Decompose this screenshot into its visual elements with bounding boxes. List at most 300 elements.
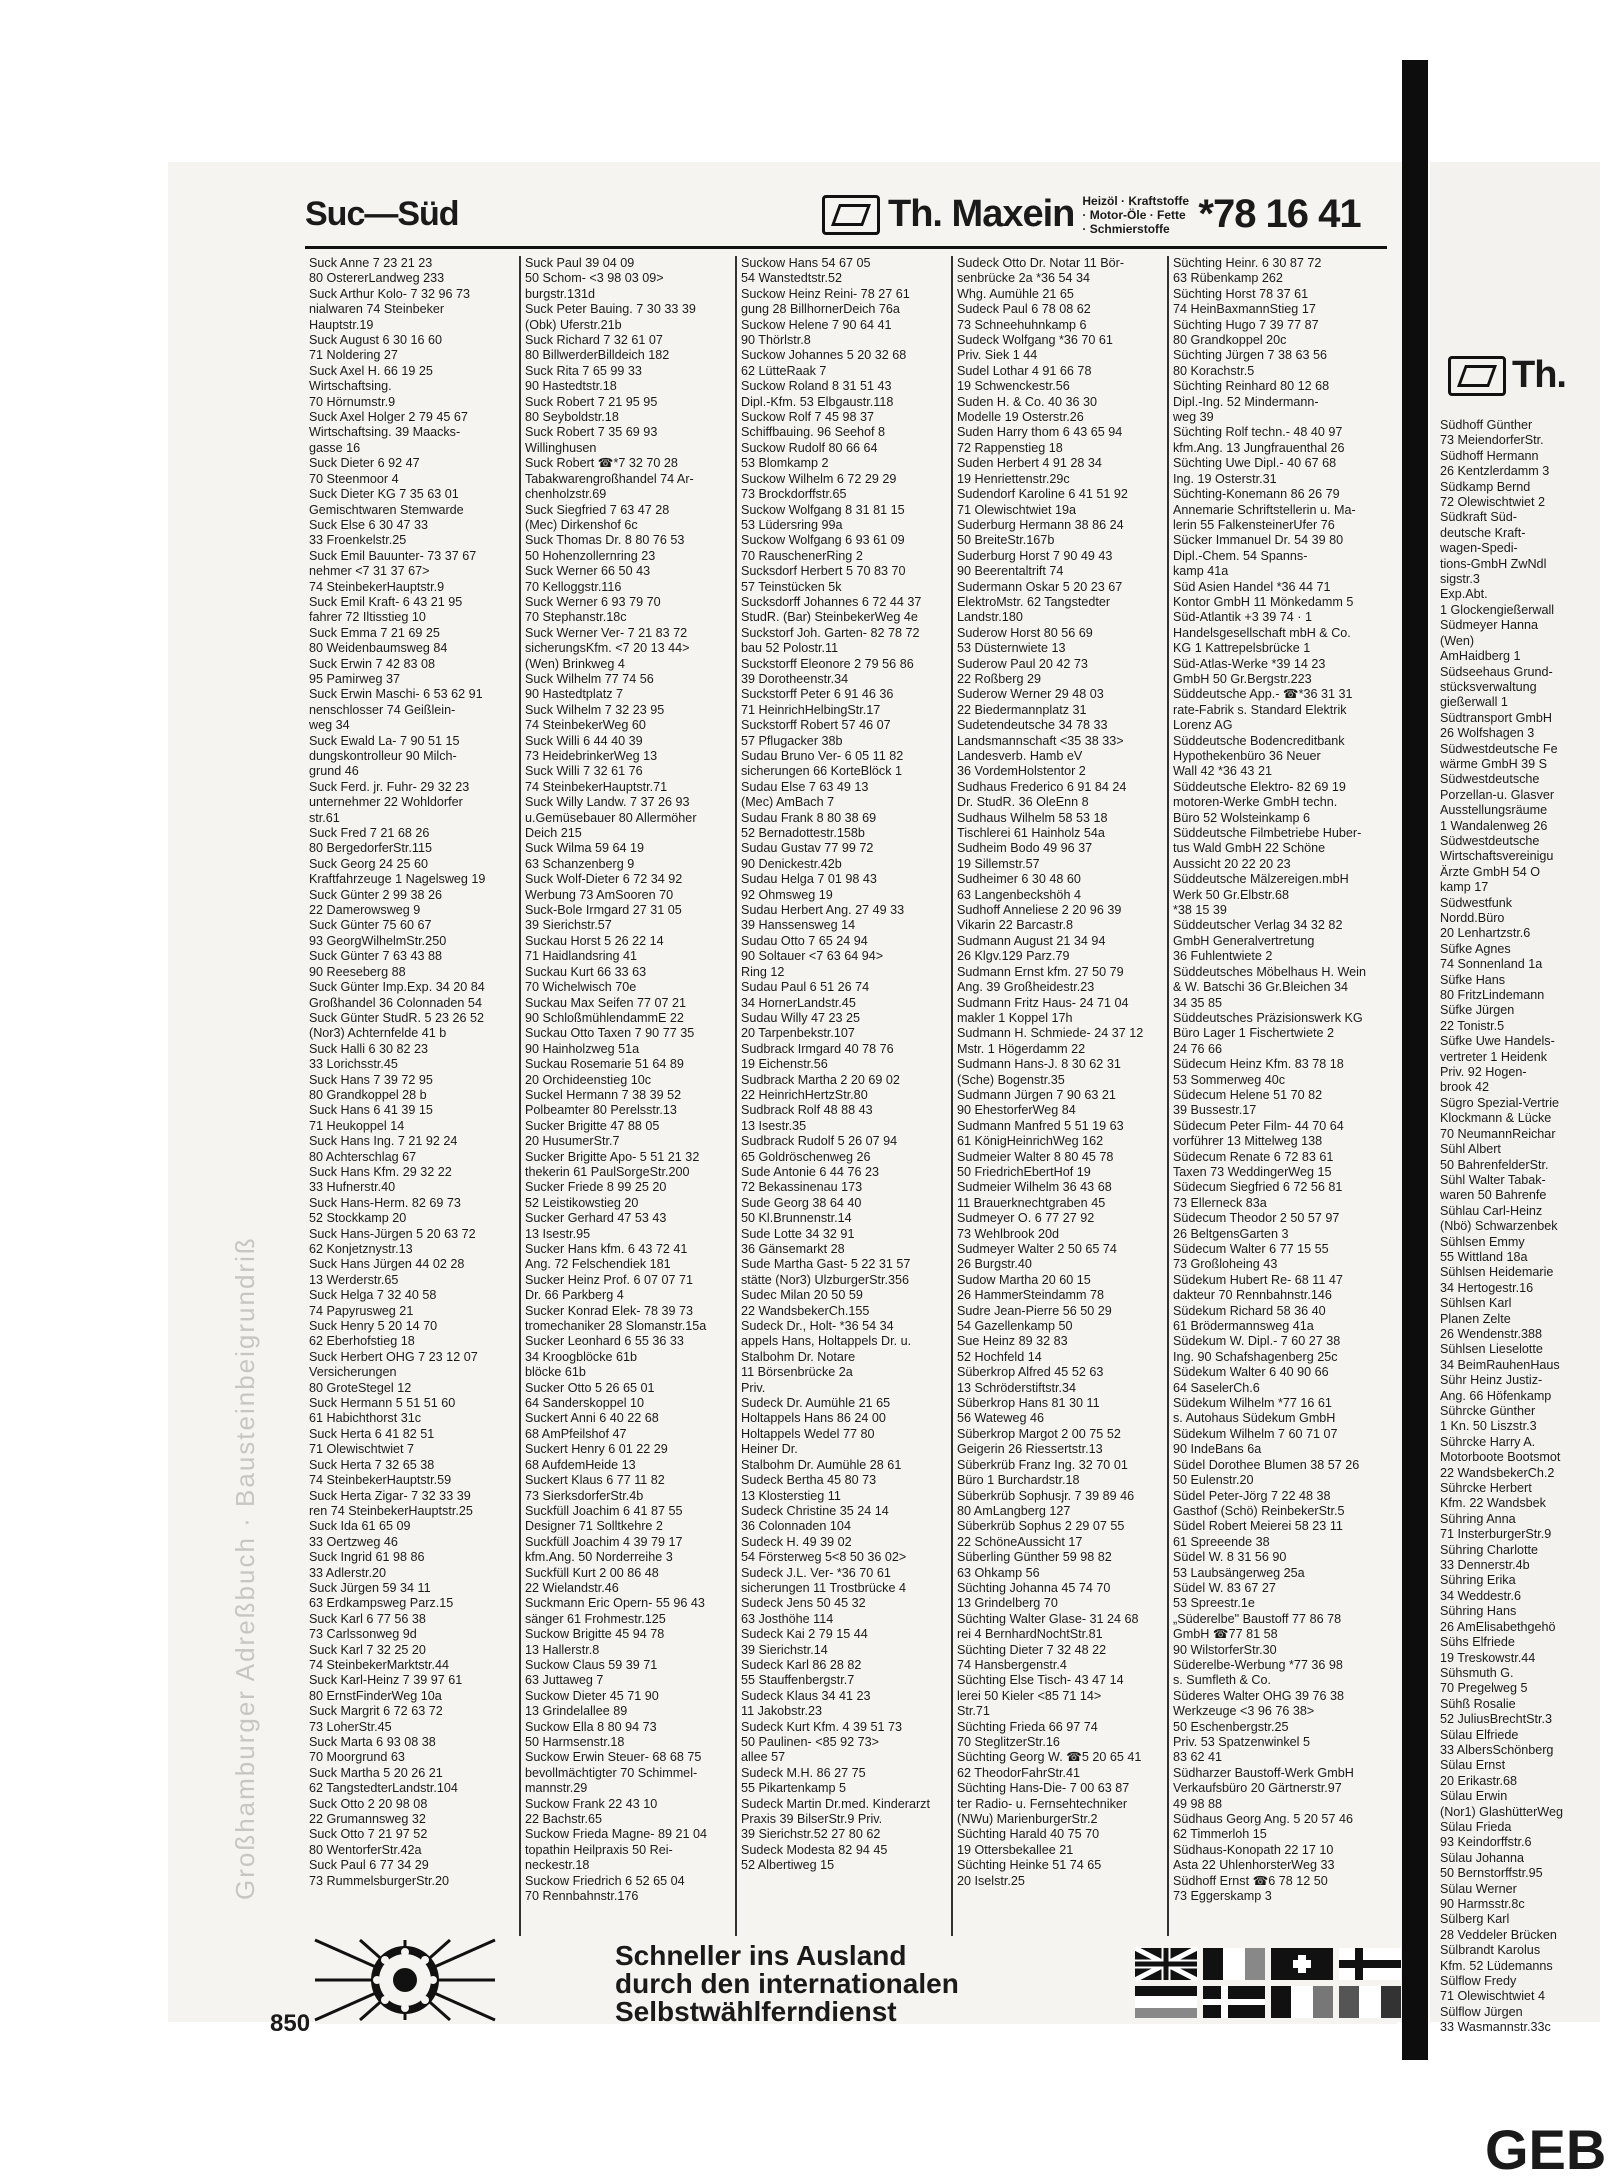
directory-entry: Südekum Walter 6 40 90 66 bbox=[1173, 1365, 1329, 1380]
directory-entry: Suck Axel H. 66 19 25 bbox=[309, 363, 433, 378]
directory-entry: Sühsmuth G. bbox=[1440, 1665, 1514, 1680]
column-5 bbox=[1169, 256, 1385, 1936]
directory-entry: Suck Werner 66 50 43 bbox=[525, 564, 651, 579]
directory-entry: 1 Wandalenweg 26 bbox=[1440, 818, 1548, 833]
directory-entry: Süchting Heinke 51 74 65 bbox=[957, 1858, 1102, 1873]
directory-entry: 61 KönigHeinrichWeg 162 bbox=[957, 1134, 1104, 1149]
directory-entry: kfm.Ang. 13 Jungfrauenthal 26 bbox=[1173, 440, 1345, 455]
directory-entry: 62 TheodorFahrStr.41 bbox=[957, 1765, 1080, 1780]
directory-entry: Süd-Atlas-Werke *39 14 23 bbox=[1173, 656, 1326, 671]
directory-entry: Stalbohm Dr. Aumühle 28 61 bbox=[741, 1457, 902, 1472]
directory-entry: Suden Harry thom 6 43 65 94 bbox=[957, 425, 1123, 440]
directory-entry: Sudhaus Frederico 6 91 84 24 bbox=[957, 779, 1127, 794]
directory-entry: Südmeyer Hanna bbox=[1440, 618, 1539, 633]
directory-entry: Süddeutsches Präzisionswerk KG bbox=[1173, 1010, 1363, 1025]
directory-entry: 22 Wielandstr.46 bbox=[525, 1580, 619, 1595]
directory-entry: 95 Pamirweg 37 bbox=[309, 671, 401, 686]
directory-entry: Suck Herbert OHG 7 23 12 07 bbox=[309, 1349, 478, 1364]
directory-entry: 90 Hainholzweg 51a bbox=[525, 1041, 640, 1056]
directory-entry: gung 28 BillhornerDeich 76a bbox=[741, 302, 900, 317]
directory-entry: Suckow Claus 59 39 71 bbox=[525, 1657, 658, 1672]
directory-entry: thekerin 61 PaulSorgeStr.200 bbox=[525, 1164, 690, 1179]
directory-entry: 63 Schanzenberg 9 bbox=[525, 856, 635, 871]
column-1 bbox=[305, 256, 521, 1936]
directory-entry: 73 HeidebrinkerWeg 13 bbox=[525, 749, 658, 763]
directory-entry: 65 Goldröschenweg 26 bbox=[741, 1149, 871, 1164]
directory-entry: 26 HammerSteindamm 78 bbox=[957, 1288, 1104, 1303]
directory-entry: 50 FriedrichEbertHof 19 bbox=[957, 1164, 1091, 1179]
directory-entry: 74 SteinbekerHauptstr.71 bbox=[525, 779, 668, 794]
directory-entry: Südel W. 83 67 27 bbox=[1173, 1580, 1276, 1595]
directory-entry: 74 Hansbergenstr.4 bbox=[957, 1657, 1067, 1672]
directory-entry: Sudau Gustav 77 99 72 bbox=[741, 841, 874, 856]
directory-entry: Sührcke Herbert bbox=[1440, 1481, 1532, 1496]
directory-entry: dakteur 70 Rennbahnstr.146 bbox=[1173, 1288, 1332, 1303]
directory-entry: 53 Lüdersring 99a bbox=[741, 517, 843, 532]
directory-entry: 80 WentorferStr.42a bbox=[309, 1842, 422, 1857]
directory-entry: Südekum Wilhelm *77 16 61 bbox=[1173, 1396, 1332, 1411]
directory-entry: Sucker Friede 8 99 25 20 bbox=[525, 1180, 667, 1195]
directory-entry: kamp 17 bbox=[1440, 880, 1489, 895]
directory-entry: Hauptstr.19 bbox=[309, 317, 374, 332]
directory-entry: Suck Karl 6 77 56 38 bbox=[309, 1611, 426, 1626]
directory-entry: 62 TangstedterLandstr.104 bbox=[309, 1781, 458, 1796]
directory-entry: 26 Klgv.129 Parz.79 bbox=[957, 949, 1070, 964]
directory-entry: Verkaufsbüro 20 Gärtnerstr.97 bbox=[1173, 1781, 1342, 1796]
flag-netherlands-icon bbox=[1135, 1986, 1197, 2018]
directory-entry: 19 Sillemstr.57 bbox=[957, 856, 1040, 871]
directory-entry: Sudmeier Walter 8 80 45 78 bbox=[957, 1149, 1114, 1164]
directory-entry: Sucker Gerhard 47 53 43 bbox=[525, 1211, 667, 1226]
directory-entry: tions-GmbH ZwNdl bbox=[1440, 556, 1547, 571]
directory-entry: Sühring Erika bbox=[1440, 1573, 1516, 1588]
directory-entry: 13 Grindelallee 89 bbox=[525, 1704, 628, 1719]
directory-entry: Taxen 73 WeddingerWeg 15 bbox=[1173, 1164, 1332, 1179]
directory-entry: 52 Bernadottestr.158b bbox=[741, 826, 865, 841]
directory-entry: 61 Habichthorst 31c bbox=[309, 1411, 422, 1426]
directory-entry: 68 AmPfeilshof 47 bbox=[525, 1426, 627, 1441]
directory-entry: Büro 1 Burchardstr.18 bbox=[957, 1473, 1080, 1488]
directory-entry: 22 Roßberg 29 bbox=[957, 671, 1042, 686]
directory-entry: 74 HeinBaxmannStieg 17 bbox=[1173, 302, 1316, 317]
directory-entry: Suckow Frank 22 43 10 bbox=[525, 1796, 658, 1811]
directory-entry: Suck Ida 61 65 09 bbox=[309, 1519, 411, 1534]
directory-entry: Ausstellungsräume bbox=[1440, 803, 1548, 818]
directory-entry: Suck Hans Ing. 7 21 92 24 bbox=[309, 1134, 458, 1149]
directory-entry: Suck Else 6 30 47 33 bbox=[309, 517, 429, 532]
directory-entry: kamp 41a bbox=[1173, 564, 1229, 579]
directory-entry: Sucker Leonhard 6 55 36 33 bbox=[525, 1334, 684, 1349]
directory-entry: Suck August 6 30 16 60 bbox=[309, 333, 443, 348]
watermark: Großhamburger Adreßbuch · Bausteinbeigrundriß bbox=[230, 1236, 260, 1900]
directory-entry: 68 AufdemHeide 13 bbox=[525, 1457, 636, 1472]
directory-entry: Suck Erwin 7 42 83 08 bbox=[309, 656, 436, 671]
directory-entry: 80 BillwerderBilldeich 182 bbox=[525, 348, 670, 363]
directory-entry: nehmer <7 31 37 67> bbox=[309, 564, 430, 579]
directory-entry: Dr. StudR. 36 OleEnn 8 bbox=[957, 795, 1089, 810]
directory-entry: Büro Lager 1 Fischertwiete 2 bbox=[1173, 1026, 1335, 1041]
directory-entry: Sudheimer 6 30 48 60 bbox=[957, 872, 1081, 887]
directory-entry: 33 Hufnerstr.40 bbox=[309, 1180, 396, 1195]
header-rule bbox=[305, 246, 1387, 249]
directory-entry: Wirtschaftsing. bbox=[309, 379, 392, 394]
directory-entry: neckestr.18 bbox=[525, 1858, 590, 1873]
directory-entry: Suckow Johannes 5 20 32 68 bbox=[741, 348, 907, 363]
directory-entry: makler 1 Koppel 17h bbox=[957, 1010, 1073, 1025]
directory-entry: Sudeck Christine 35 24 14 bbox=[741, 1503, 889, 1518]
directory-entry: 63 Juttaweg 7 bbox=[525, 1673, 604, 1688]
directory-entry: Sudmann August 21 34 94 bbox=[957, 933, 1106, 948]
directory-entry: Suck Ferd. jr. Fuhr- 29 32 23 bbox=[309, 779, 470, 794]
directory-entry: Dr. 66 Parkberg 4 bbox=[525, 1288, 624, 1303]
directory-entry: 52 Albertiweg 15 bbox=[741, 1858, 835, 1873]
directory-entry: Sülflow Jürgen bbox=[1440, 2004, 1523, 2019]
directory-entry: Sühlsen Karl bbox=[1440, 1296, 1512, 1311]
directory-entry: 74 SteinbekerMarktstr.44 bbox=[309, 1657, 450, 1672]
directory-entry: 50 Kl.Brunnenstr.14 bbox=[741, 1211, 852, 1226]
directory-entry: 70 Wichelwisch 70e bbox=[525, 980, 637, 995]
directory-entry: Süchting Reinhard 80 12 68 bbox=[1173, 379, 1330, 394]
directory-entry: Sühring Charlotte bbox=[1440, 1542, 1539, 1557]
directory-entry: Südecum Theodor 2 50 57 97 bbox=[1173, 1211, 1340, 1226]
directory-entry: 70 SteglitzerStr.16 bbox=[957, 1735, 1060, 1749]
directory-entry: Sühl Walter Tabak- bbox=[1440, 1172, 1546, 1187]
directory-entry: Suck Emma 7 21 69 25 bbox=[309, 625, 440, 640]
directory-entry: Motorboote Bootsmot bbox=[1440, 1450, 1561, 1465]
directory-entry: Südharzer Baustoff-Werk GmbH bbox=[1173, 1765, 1354, 1780]
directory-entry: Willinghusen bbox=[525, 440, 597, 455]
directory-entry: Sücker Immanuel Dr. 54 39 80 bbox=[1173, 533, 1344, 548]
directory-entry: topathin Heilpraxis 50 Rei- bbox=[525, 1842, 673, 1857]
directory-entry: 50 Schom- <3 98 03 09> bbox=[525, 271, 664, 286]
directory-entry: Sudec Milan 20 50 59 bbox=[741, 1288, 863, 1303]
directory-entry: 80 OstererLandweg 233 bbox=[309, 271, 445, 286]
directory-entry: Sudmeyer O. 6 77 27 92 bbox=[957, 1211, 1095, 1226]
directory-entry: 36 VordemHolstentor 2 bbox=[957, 764, 1086, 779]
directory-entry: Süchting Georg W. ☎5 20 65 41 bbox=[957, 1750, 1142, 1765]
directory-entry: u.Gemüsebauer 80 Allermöher bbox=[525, 810, 697, 825]
directory-entry: Sühlsen Heidemarie bbox=[1440, 1265, 1554, 1280]
directory-entry: Sucker Hans kfm. 6 43 72 41 bbox=[525, 1242, 688, 1256]
directory-entry: Südecum Helene 51 70 82 bbox=[1173, 1087, 1323, 1102]
directory-entry: Suck Günter 7 63 43 88 bbox=[309, 949, 443, 964]
directory-entry: Wirtschaftsvereinigu bbox=[1440, 849, 1554, 864]
directory-entry: Sülberg Karl bbox=[1440, 1912, 1510, 1927]
directory-entry: Dipl.-Kfm. 53 Elbgaustr.118 bbox=[741, 394, 894, 409]
directory-entry: 55 Pikartenkamp 5 bbox=[741, 1781, 847, 1796]
directory-entry: 70 Rennbahnstr.176 bbox=[525, 1889, 639, 1904]
directory-entry: 73 Schneehuhnkamp 6 bbox=[957, 317, 1087, 332]
directory-entry: Sudeck Bertha 45 80 73 bbox=[741, 1473, 877, 1488]
directory-entry: Suck Martha 5 20 26 21 bbox=[309, 1765, 443, 1780]
directory-entry: Sude Georg 38 64 40 bbox=[741, 1195, 862, 1210]
directory-entry: Suck Margrit 6 72 63 72 bbox=[309, 1704, 443, 1719]
directory-entry: (Mec) AmBach 7 bbox=[741, 795, 835, 810]
directory-entry: Dipl.-Chem. 54 Spanns- bbox=[1173, 548, 1308, 563]
directory-entry: 11 Brauerknechtgraben 45 bbox=[957, 1195, 1106, 1210]
directory-entry: Suck Hans Jürgen 44 02 28 bbox=[309, 1257, 465, 1272]
directory-entry: Süchting Heinr. 6 30 87 72 bbox=[1173, 256, 1322, 270]
directory-entry: Sühr Heinz Justiz- bbox=[1440, 1373, 1543, 1388]
directory-entry: Suck Günter StudR. 5 23 26 52 bbox=[309, 1010, 485, 1025]
directory-entry: 57 Pflugacker 38b bbox=[741, 733, 843, 748]
directory-entry: 52 JuliusBrechtStr.3 bbox=[1440, 1712, 1553, 1727]
directory-entry: Südtransport GmbH bbox=[1440, 710, 1552, 725]
directory-entry: Süberkrop Alfred 45 52 63 bbox=[957, 1365, 1104, 1380]
directory-entry: 90 Hastedtplatz 7 bbox=[525, 687, 624, 702]
directory-entry: 34 Kroogblöcke 61b bbox=[525, 1349, 638, 1364]
directory-entry: 73 SierksdorferStr.4b bbox=[525, 1488, 644, 1503]
directory-entry: Suckfüll Joachim 6 41 87 55 bbox=[525, 1503, 683, 1518]
directory-entry: 1 Kn. 50 Liszstr.3 bbox=[1440, 1419, 1537, 1434]
directory-entry: ElektroMstr. 62 Tangstedter bbox=[957, 594, 1111, 609]
directory-entry: 26 Burgstr.40 bbox=[957, 1257, 1032, 1272]
directory-entry: Südekum Richard 58 36 40 bbox=[1173, 1303, 1326, 1318]
directory-entry: 39 Sierichstr.52 27 80 62 bbox=[741, 1827, 881, 1842]
directory-entry: Gemischtwaren Stemwarde bbox=[309, 502, 464, 517]
directory-entry: Ing. 90 Schafshagenberg 25c bbox=[1173, 1349, 1338, 1364]
directory-entry: Suckow Wolfgang 6 93 61 09 bbox=[741, 533, 905, 548]
directory-entry: Planen Zelte bbox=[1440, 1311, 1511, 1326]
directory-entry: Annemarie Schriftstellerin u. Ma- bbox=[1173, 502, 1356, 517]
directory-entry: 73 Ellerneck 83a bbox=[1173, 1195, 1267, 1210]
directory-entry: 71 Noldering 27 bbox=[309, 348, 398, 363]
directory-entry: Suck Herta 6 41 82 51 bbox=[309, 1426, 435, 1441]
directory-entry: Landesverb. Hamb eV bbox=[957, 749, 1083, 763]
directory-entry: Priv. 53 Spatzenwinkel 5 bbox=[1173, 1735, 1310, 1749]
directory-entry: 1 Glockengießerwall bbox=[1440, 602, 1555, 617]
next-page-header bbox=[1448, 354, 1566, 397]
directory-entry: 36 Gänsemarkt 28 bbox=[741, 1242, 845, 1256]
directory-entry: Kfm. 22 Wandsbek bbox=[1440, 1496, 1546, 1511]
directory-entry: Suck Otto 2 20 98 08 bbox=[309, 1796, 428, 1811]
directory-entry: Sühlsen Lieselotte bbox=[1440, 1342, 1543, 1357]
directory-entry: Suck Axel Holger 2 79 45 67 bbox=[309, 410, 468, 425]
directory-entry: Suck Werner 6 93 79 70 bbox=[525, 594, 661, 609]
directory-entry: Deich 215 bbox=[525, 826, 582, 841]
directory-entry: Sudeck Klaus 34 41 23 bbox=[741, 1688, 871, 1703]
directory-entry: Polbeamter 80 Perelsstr.13 bbox=[525, 1103, 677, 1118]
directory-entry: Mstr. 1 Högerdamm 22 bbox=[957, 1041, 1086, 1056]
directory-entry: Suckert Anni 6 40 22 68 bbox=[525, 1411, 659, 1426]
directory-entry: Modelle 19 Osterstr.26 bbox=[957, 410, 1084, 425]
directory-entry: 73 Eggerskamp 3 bbox=[1173, 1889, 1272, 1904]
directory-entry: Werk 50 Gr.Elbstr.68 bbox=[1173, 887, 1289, 902]
directory-entry: 53 Laubsängerweg 25a bbox=[1173, 1565, 1305, 1580]
directory-entry: Sühs Elfriede bbox=[1440, 1635, 1515, 1650]
directory-entry: *38 15 39 bbox=[1173, 903, 1227, 918]
directory-entry: chenholzstr.69 bbox=[525, 487, 607, 502]
directory-entry: Geigerin 26 Riessertstr.13 bbox=[957, 1442, 1103, 1457]
directory-entry: Suckau Kurt 66 33 63 bbox=[525, 964, 647, 979]
directory-entry: Landsmannschaft <35 38 33> bbox=[957, 733, 1124, 748]
directory-entry: Suckow Roland 8 31 51 43 bbox=[741, 379, 892, 394]
directory-entry: Süchting Dieter 7 32 48 22 bbox=[957, 1642, 1107, 1657]
directory-entry: burgstr.131d bbox=[525, 286, 596, 301]
directory-entry: Sudmann Fritz Haus- 24 71 04 bbox=[957, 995, 1129, 1010]
next-page-column bbox=[1440, 418, 1610, 2036]
directory-entry: Ring 12 bbox=[741, 964, 785, 979]
directory-entry: (Obk) Uferstr.21b bbox=[525, 317, 622, 332]
directory-entry: (Nor3) Achternfelde 41 b bbox=[309, 1026, 447, 1041]
directory-entry: 71 InsterburgerStr.9 bbox=[1440, 1527, 1552, 1542]
next-page bbox=[1430, 162, 1607, 2181]
directory-entry: Sudendorf Karoline 6 41 51 92 bbox=[957, 487, 1128, 502]
directory-entry: 11 Börsenbrücke 2a bbox=[741, 1365, 853, 1380]
directory-entry: 34 Weddestr.6 bbox=[1440, 1588, 1521, 1603]
directory-entry: 70 Stephanstr.18c bbox=[525, 610, 627, 625]
directory-entry: 62 Timmerloh 15 bbox=[1173, 1827, 1267, 1842]
flag-finland-icon bbox=[1339, 1948, 1401, 1980]
directory-entry: 90 Reeseberg 88 bbox=[309, 964, 406, 979]
flag-denmark-icon bbox=[1203, 1986, 1265, 2018]
directory-entry: 70 Steenmoor 4 bbox=[309, 471, 399, 486]
directory-entry: 70 Kelloggstr.116 bbox=[525, 579, 622, 594]
directory-entry: Sülau Johanna bbox=[1440, 1850, 1525, 1865]
directory-entry: (Wen) Brinkweg 4 bbox=[525, 656, 625, 671]
directory-entry: Südwestfunk bbox=[1440, 895, 1513, 910]
column-2 bbox=[521, 256, 737, 1936]
directory-entry: Hypothekenbüro 36 Neuer bbox=[1173, 749, 1321, 763]
directory-entry: Sudau Paul 6 51 26 74 bbox=[741, 980, 870, 995]
directory-entry: Süchting Hugo 7 39 77 87 bbox=[1173, 317, 1319, 332]
directory-entry: bevollmächtigter 70 Schimmel- bbox=[525, 1765, 698, 1780]
directory-entry: vorführer 13 Mittelweg 138 bbox=[1173, 1134, 1323, 1149]
directory-entry: 33 Dennerstr.4b bbox=[1440, 1558, 1530, 1573]
directory-entry: Südwestdeutsche Fe bbox=[1440, 741, 1558, 756]
directory-entry: 54 Wanstedtstr.52 bbox=[741, 271, 843, 286]
directory-entry: 13 Klosterstieg 11 bbox=[741, 1488, 841, 1503]
directory-entry: Sude Martha Gast- 5 22 31 57 bbox=[741, 1257, 911, 1272]
book-spine bbox=[1402, 60, 1428, 2060]
directory-entry: 50 Harmsenstr.18 bbox=[525, 1735, 625, 1749]
directory-entry: Südecum Peter Film- 44 70 64 bbox=[1173, 1118, 1344, 1133]
directory-entry: Suck Hans 7 39 72 95 bbox=[309, 1072, 433, 1087]
directory-entry: Suckow Friedrich 6 52 65 04 bbox=[525, 1873, 685, 1888]
directory-entry: Suderburg Hermann 38 86 24 bbox=[957, 517, 1124, 532]
directory-entry: 62 Konjetznystr.13 bbox=[309, 1242, 413, 1256]
directory-entry: Ing. 19 Osterstr.31 bbox=[1173, 471, 1277, 486]
directory-entry: Sudau Willy 47 23 25 bbox=[741, 1010, 861, 1025]
directory-entry: 80 AmLangberg 127 bbox=[957, 1503, 1071, 1518]
directory-entry: StudR. (Bar) SteinbekerWeg 4e bbox=[741, 610, 918, 625]
directory-entry: gasse 16 bbox=[309, 440, 361, 455]
page-number: 850 bbox=[270, 2010, 311, 2037]
directory-entry: Südkraft Süd- bbox=[1440, 510, 1518, 525]
directory-entry: Suck Günter 2 99 38 26 bbox=[309, 887, 443, 902]
directory-entry: 13 Schröderstiftstr.34 bbox=[957, 1380, 1077, 1395]
flag-france-icon bbox=[1203, 1948, 1265, 1980]
directory-entry: 62 LütteRaak 7 bbox=[741, 363, 827, 378]
directory-entry: Sudmann H. Schmiede- 24 37 12 bbox=[957, 1026, 1144, 1041]
advert-text bbox=[615, 1942, 959, 2026]
directory-entry: Süberkrop Hans 81 30 11 bbox=[957, 1396, 1100, 1411]
directory-entry: Suck Hermann 5 51 51 60 bbox=[309, 1396, 456, 1411]
directory-entry: Sude Lotte 34 32 91 bbox=[741, 1226, 855, 1241]
directory-entry: Suderow Paul 20 42 73 bbox=[957, 656, 1088, 671]
directory-entry: Lorenz AG bbox=[1173, 718, 1233, 733]
directory-entry: Südecum Heinz Kfm. 83 78 18 bbox=[1173, 1057, 1344, 1072]
directory-entry: Sudermann Oskar 5 20 23 67 bbox=[957, 579, 1123, 594]
directory-entry: senbrücke 2a *36 54 34 bbox=[957, 271, 1091, 286]
directory-entry: Sülau Frieda bbox=[1440, 1819, 1512, 1834]
directory-entry: Wirtschaftsing. 39 Maacks- bbox=[309, 425, 461, 440]
directory-entry: grund 46 bbox=[309, 764, 359, 779]
directory-entry: Versicherungen bbox=[309, 1365, 397, 1380]
directory-entry: Tischlerei 61 Hainholz 54a bbox=[957, 826, 1105, 841]
directory-entry: Süderelbe-Werbung *77 36 98 bbox=[1173, 1657, 1343, 1672]
directory-entry: Suckow Ella 8 80 94 73 bbox=[525, 1719, 657, 1734]
directory-entry: 74 SteinbekerWeg 60 bbox=[525, 718, 646, 733]
directory-entry: str.61 bbox=[309, 810, 340, 825]
directory-entry: Suck Ingrid 61 98 86 bbox=[309, 1550, 425, 1565]
directory-entry: Süfke Uwe Handels- bbox=[1440, 1034, 1555, 1049]
directory-entry: Suckow Wilhelm 6 72 29 29 bbox=[741, 471, 897, 486]
directory-entry: 90 Hastedtstr.18 bbox=[525, 379, 617, 394]
directory-entry: Süchting Else Tisch- 43 47 14 bbox=[957, 1673, 1124, 1688]
directory-entry: 64 Sanderskoppel 10 bbox=[525, 1396, 645, 1411]
directory-entry: 11 Jakobstr.23 bbox=[741, 1704, 822, 1719]
directory-entry: Sudbrack Rudolf 5 26 07 94 bbox=[741, 1134, 898, 1149]
directory-entry: Sudel Lothar 4 91 66 78 bbox=[957, 363, 1092, 378]
directory-entry: Suck Hans 6 41 39 15 bbox=[309, 1103, 433, 1118]
directory-entry: 50 Eschenbergstr.25 bbox=[1173, 1719, 1289, 1734]
directory-entry: tromechaniker 28 Slomanstr.15a bbox=[525, 1319, 707, 1334]
directory-entry: Sue Heinz 89 32 83 bbox=[957, 1334, 1068, 1349]
directory-entry: unternehmer 22 Wohldorfer bbox=[309, 795, 463, 810]
directory-entry: Südwestdeutsche bbox=[1440, 772, 1540, 787]
directory-entry: 90 IndeBans 6a bbox=[1173, 1442, 1262, 1457]
directory-entry: Suckau Rosemarie 51 64 89 bbox=[525, 1057, 684, 1072]
directory-entry: Sülau Ernst bbox=[1440, 1758, 1506, 1773]
directory-entry: Suderow Horst 80 56 69 bbox=[957, 625, 1093, 640]
directory-entry: 71 Olewischtwiet 4 bbox=[1440, 1989, 1545, 2004]
directory-entry: Sügro Spezial-Vertrie bbox=[1440, 1095, 1560, 1110]
directory-entry: Sucksdorf Herbert 5 70 83 70 bbox=[741, 564, 906, 579]
directory-entry: Sudmann Jürgen 7 90 63 21 bbox=[957, 1087, 1116, 1102]
directory-entry: Sudetendeutsche 34 78 33 bbox=[957, 718, 1108, 733]
directory-entry: Sudeck Modesta 82 94 45 bbox=[741, 1842, 888, 1857]
directory-entry: Großhandel 36 Colonnaden 54 bbox=[309, 995, 482, 1010]
directory-entry: Sucksdorff Johannes 6 72 44 37 bbox=[741, 594, 922, 609]
directory-entry: Süd Asien Handel *36 44 71 bbox=[1173, 579, 1331, 594]
directory-entry: bau 52 Polostr.11 bbox=[741, 641, 839, 656]
directory-entry: 83 62 41 bbox=[1173, 1750, 1223, 1765]
column-4 bbox=[953, 256, 1169, 1936]
directory-entry: 50 BreiteStr.167b bbox=[957, 533, 1055, 548]
directory-entry: Suck Robert ☎*7 32 70 28 bbox=[525, 456, 678, 471]
directory-entry: 90 Harmsstr.8c bbox=[1440, 1897, 1525, 1911]
directory-entry: 90 Beerentaltrift 74 bbox=[957, 564, 1064, 579]
directory-entry: 80 GroteStegel 12 bbox=[309, 1380, 412, 1395]
directory-entry: 80 FritzLindemann bbox=[1440, 988, 1545, 1003]
directory-entry: 36 Fuhlentwiete 2 bbox=[1173, 949, 1273, 964]
directory-entry: Sude Antonie 6 44 76 23 bbox=[741, 1164, 879, 1179]
directory-entry: 90 SchloßmühlendammE 22 bbox=[525, 1010, 684, 1025]
directory-entry: 80 Grandkoppel 20c bbox=[1173, 333, 1287, 348]
directory-entry: Suck Georg 24 25 60 bbox=[309, 856, 429, 871]
directory-entry: Suckow Dieter 45 71 90 bbox=[525, 1688, 659, 1703]
directory-entry: Suckow Heinz Reini- 78 27 61 bbox=[741, 286, 910, 301]
directory-entry: 71 Olewischtwiet 7 bbox=[309, 1442, 414, 1457]
directory-entry: 56 Wateweg 46 bbox=[957, 1411, 1045, 1426]
directory-entry: Suck Otto 7 21 97 52 bbox=[309, 1827, 428, 1842]
directory-entry: nialwaren 74 Steinbeker bbox=[309, 302, 445, 317]
directory-entry: 53 Düsternwiete 13 bbox=[957, 641, 1066, 656]
directory-entry: Nordd.Büro bbox=[1440, 911, 1505, 925]
directory-entry: Suckfüll Kurt 2 00 86 48 bbox=[525, 1565, 659, 1580]
directory-entry: 90 Thörlstr.8 bbox=[741, 333, 811, 348]
